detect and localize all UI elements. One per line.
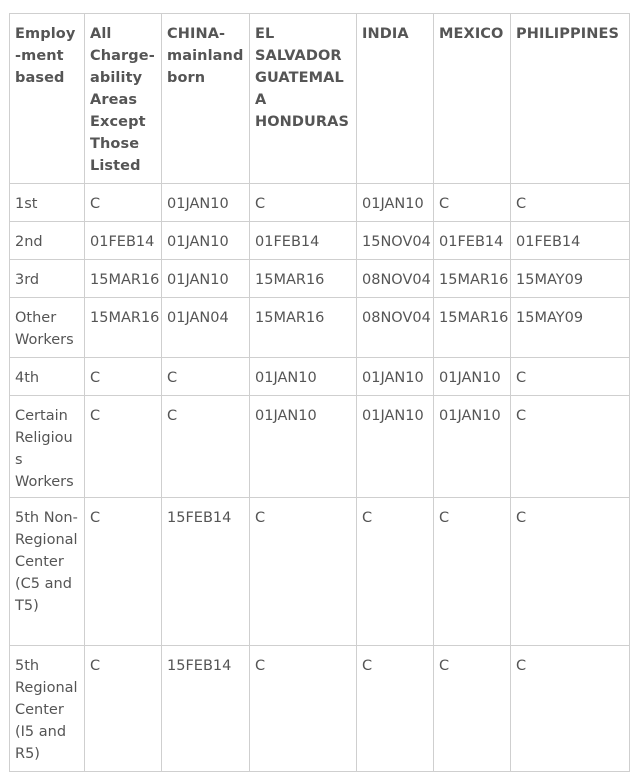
cell-value: C [511, 358, 630, 396]
cell-value: C [85, 358, 162, 396]
cell-value: C [250, 184, 357, 222]
visa-bulletin-table [9, 13, 630, 772]
table-row [10, 396, 630, 498]
cell-value: 01JAN10 [162, 260, 250, 298]
cell-value: 01JAN04 [162, 298, 250, 358]
row-category: 5th Non-Regional Center (C5 and T5) [10, 498, 85, 646]
header-el-salvador-guatemala-honduras: EL SALVADOR GUATEMALA HONDURAS [250, 14, 357, 184]
table-body [10, 184, 630, 772]
table-row [10, 222, 630, 260]
header-china: CHINA-mainland born [162, 14, 250, 184]
cell-value: 08NOV04 [357, 298, 434, 358]
cell-value: 15MAR16 [85, 260, 162, 298]
row-category: 2nd [10, 222, 85, 260]
cell-value: 15MAR16 [434, 298, 511, 358]
cell-value: 01JAN10 [162, 222, 250, 260]
header-mexico: MEXICO [434, 14, 511, 184]
cell-value: 01JAN10 [357, 358, 434, 396]
cell-value: 15MAR16 [250, 260, 357, 298]
cell-value: 01JAN10 [250, 358, 357, 396]
cell-value: C [511, 396, 630, 498]
row-category: 4th [10, 358, 85, 396]
cell-value: 01JAN10 [357, 184, 434, 222]
cell-value: C [511, 646, 630, 772]
cell-value: 01FEB14 [85, 222, 162, 260]
table-row [10, 184, 630, 222]
table-row [10, 646, 630, 772]
table-row [10, 498, 630, 646]
table-row [10, 260, 630, 298]
cell-value: C [85, 646, 162, 772]
table-header [10, 14, 630, 184]
cell-value: 15FEB14 [162, 646, 250, 772]
cell-value: 15MAR16 [250, 298, 357, 358]
table-row [10, 298, 630, 358]
cell-value: 01FEB14 [250, 222, 357, 260]
cell-value: C [162, 358, 250, 396]
cell-value: 01FEB14 [434, 222, 511, 260]
cell-value: 15MAR16 [85, 298, 162, 358]
cell-value: 15MAY09 [511, 298, 630, 358]
cell-value: 01FEB14 [511, 222, 630, 260]
cell-value: C [85, 498, 162, 646]
cell-value: C [511, 498, 630, 646]
cell-value: 01JAN10 [434, 358, 511, 396]
cell-value: C [85, 396, 162, 498]
cell-value: C [250, 646, 357, 772]
cell-value: C [357, 646, 434, 772]
cell-value: C [250, 498, 357, 646]
header-india: INDIA [357, 14, 434, 184]
header-all-chargeability: All Charge-ability Areas Except Those Listed [85, 14, 162, 184]
row-category: 1st [10, 184, 85, 222]
cell-value: 15MAY09 [511, 260, 630, 298]
row-category: Certain Religious Workers [10, 396, 85, 498]
cell-value: 01JAN10 [357, 396, 434, 498]
cell-value: C [357, 498, 434, 646]
visa-bulletin-table-container [9, 13, 630, 772]
cell-value: C [162, 396, 250, 498]
cell-value: C [434, 646, 511, 772]
header-employment-based: Employ-ment based [10, 14, 85, 184]
cell-value: 08NOV04 [357, 260, 434, 298]
row-category: Other Workers [10, 298, 85, 358]
header-philippines: PHILIPPINES [511, 14, 630, 184]
cell-value: 15MAR16 [434, 260, 511, 298]
cell-value: 01JAN10 [162, 184, 250, 222]
cell-value: 15NOV04 [357, 222, 434, 260]
cell-value: C [85, 184, 162, 222]
cell-value: C [511, 184, 630, 222]
cell-value: C [434, 184, 511, 222]
cell-value: 01JAN10 [250, 396, 357, 498]
table-row [10, 358, 630, 396]
row-category: 3rd [10, 260, 85, 298]
header-row [10, 14, 630, 184]
cell-value: C [434, 498, 511, 646]
cell-value: 15FEB14 [162, 498, 250, 646]
row-category: 5th Regional Center (I5 and R5) [10, 646, 85, 772]
cell-value: 01JAN10 [434, 396, 511, 498]
